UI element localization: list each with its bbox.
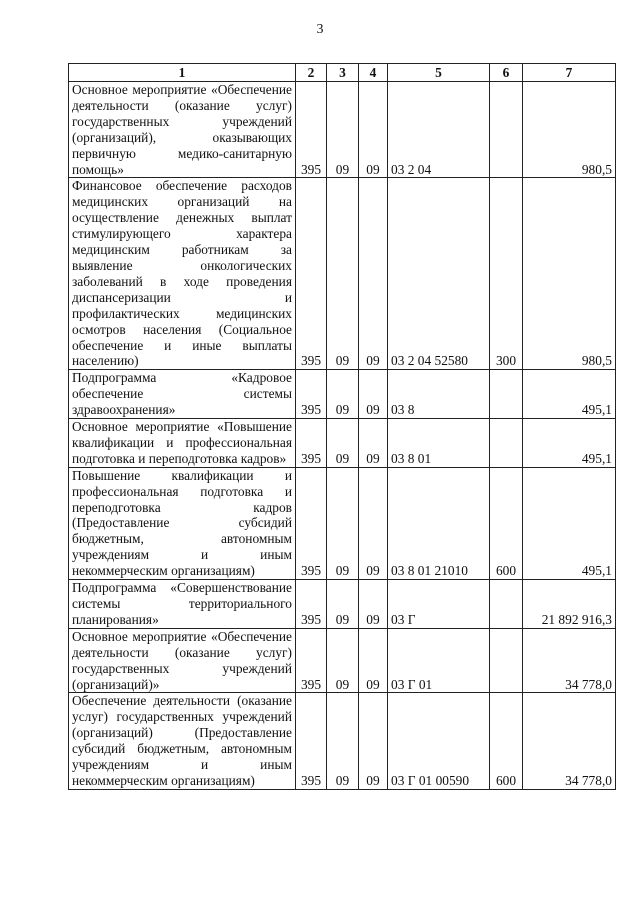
row-name: Подпрограмма «Совершенствование системы территориального планирования»: [69, 580, 296, 629]
header-gr: 2: [296, 64, 327, 82]
row-pr: 09: [359, 467, 388, 579]
header-sum: 7: [523, 64, 616, 82]
table-row: [69, 178, 616, 370]
row-gr: 395: [296, 178, 327, 370]
table-row: [69, 370, 616, 419]
row-name: Основное мероприятие «Повышение квалификации и профессиональная подготовка и переподготовка кадров»: [69, 419, 296, 468]
table-row: [69, 82, 616, 178]
row-gr: 395: [296, 370, 327, 419]
row-gr: 395: [296, 419, 327, 468]
row-rz: 09: [327, 693, 359, 789]
table-header-row: [69, 64, 616, 82]
row-csr: 03 8 01: [388, 419, 490, 468]
row-sum: 980,5: [523, 178, 616, 370]
row-csr: 03 8 01 21010: [388, 467, 490, 579]
row-sum: 495,1: [523, 467, 616, 579]
row-vr: [490, 580, 523, 629]
row-rz: 09: [327, 467, 359, 579]
table-row: [69, 580, 616, 629]
header-pr: 4: [359, 64, 388, 82]
row-pr: 09: [359, 419, 388, 468]
row-sum: 34 778,0: [523, 693, 616, 789]
page-number: 3: [316, 22, 324, 37]
row-vr: 600: [490, 467, 523, 579]
row-rz: 09: [327, 82, 359, 178]
row-pr: 09: [359, 178, 388, 370]
row-pr: 09: [359, 628, 388, 693]
row-gr: 395: [296, 467, 327, 579]
row-name: Повышение квалификации и профессиональная подготовка и переподготовка кадров (Предоставление субсидий бюджетным, автономным учреждениям и иным некоммерческим организациям): [69, 467, 296, 579]
row-csr: 03 2 04 52580: [388, 178, 490, 370]
header-vr: 6: [490, 64, 523, 82]
row-pr: 09: [359, 580, 388, 629]
header-rz: 3: [327, 64, 359, 82]
row-rz: 09: [327, 419, 359, 468]
table-row: [69, 467, 616, 579]
row-gr: 395: [296, 628, 327, 693]
row-sum: 495,1: [523, 370, 616, 419]
row-vr: 300: [490, 178, 523, 370]
budget-table: [68, 63, 616, 790]
row-csr: 03 8: [388, 370, 490, 419]
row-name: Финансовое обеспечение расходов медицинских организаций на осуществление денежных выплат стимулирующего характера медицинским работникам за выявление онкологических заболеваний в ходе проведения диспансеризации и профилактических медицинских осмотров населения (Социальное обеспечение и иные выплаты населению): [69, 178, 296, 370]
row-gr: 395: [296, 580, 327, 629]
row-sum: 21 892 916,3: [523, 580, 616, 629]
row-pr: 09: [359, 82, 388, 178]
row-csr: 03 Г: [388, 580, 490, 629]
row-vr: 600: [490, 693, 523, 789]
row-rz: 09: [327, 370, 359, 419]
table-row: [69, 693, 616, 789]
table-row: [69, 628, 616, 693]
row-sum: 34 778,0: [523, 628, 616, 693]
row-name: Основное мероприятие «Обеспечение деятельности (оказание услуг) государственных учреждений (организаций)»: [69, 628, 296, 693]
row-csr: 03 Г 01: [388, 628, 490, 693]
header-csr: 5: [388, 64, 490, 82]
row-pr: 09: [359, 693, 388, 789]
row-gr: 395: [296, 693, 327, 789]
row-sum: 495,1: [523, 419, 616, 468]
row-rz: 09: [327, 580, 359, 629]
table-row: [69, 419, 616, 468]
row-vr: [490, 419, 523, 468]
row-csr: 03 2 04: [388, 82, 490, 178]
row-vr: [490, 628, 523, 693]
row-name: Подпрограмма «Кадровое обеспечение системы здравоохранения»: [69, 370, 296, 419]
row-csr: 03 Г 01 00590: [388, 693, 490, 789]
row-name: Обеспечение деятельности (оказание услуг) государственных учреждений (организаций) (Предоставление субсидий бюджетным, автономным учреждениям и иным некоммерческим организациям): [69, 693, 296, 789]
row-pr: 09: [359, 370, 388, 419]
header-name: 1: [69, 64, 296, 82]
row-vr: [490, 370, 523, 419]
row-name: Основное мероприятие «Обеспечение деятельности (оказание услуг) государственных учреждений (организаций), оказывающих первичную медико-санитарную помощь»: [69, 82, 296, 178]
row-rz: 09: [327, 628, 359, 693]
row-vr: [490, 82, 523, 178]
row-gr: 395: [296, 82, 327, 178]
row-sum: 980,5: [523, 82, 616, 178]
row-rz: 09: [327, 178, 359, 370]
